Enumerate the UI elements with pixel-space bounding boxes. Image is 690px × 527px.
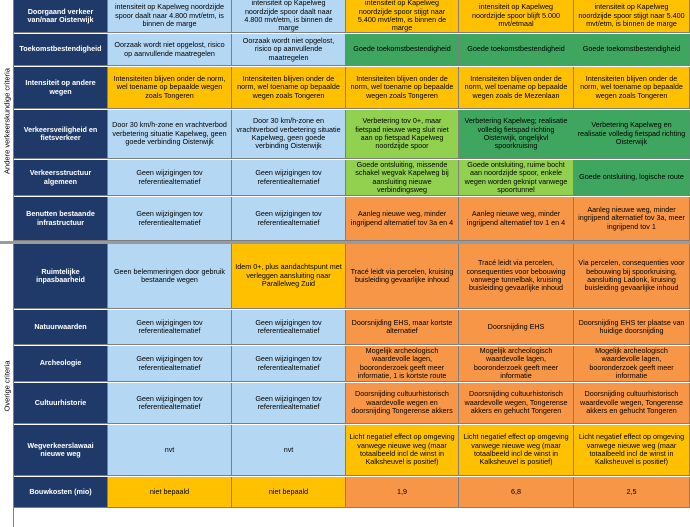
criterion-label: Verkeersstructuur algemeen	[14, 160, 108, 196]
assessment-cell: Tracé leidt via percelen, kruising buisleiding gevaarlijke inhoud	[346, 244, 459, 309]
assessment-cell: Geen wijzigingen tov referentiealternatief	[232, 383, 346, 424]
assessment-cell: 6,8	[459, 477, 574, 508]
assessment-cell: Door 30 km/h-zone en vrachtverbod verbetering situatie Kapelweg, geen goede verbinding Oisterwijk	[232, 110, 346, 159]
assessment-cell: Geen wijzigingen tov referentiealternatief	[232, 197, 346, 241]
assessment-cell: Geen wijzigingen tov referentiealternatief	[108, 160, 232, 196]
criterion-label: Toekomstbestendigheid	[14, 34, 108, 66]
assessment-cell: Intensiteiten blijven onder de norm, wel toename op bepaalde wegen zoals de Mezenlaan	[459, 67, 574, 109]
assessment-cell: Door 30 km/h-zone en vrachtverbod verbetering situatie Kapelweg, geen goede verbinding Oisterwijk	[108, 110, 232, 159]
assessment-cell: Goede toekomstbestendigheid	[574, 34, 690, 66]
assessment-cell: Goede ontsluiting, logische route	[574, 160, 690, 196]
assessment-cell: Geen wijzigingen tov referentiealternatief	[108, 310, 232, 345]
assessment-cell: Doorsnijding EHS ter plaatse van huidige doorsnijding	[574, 310, 690, 345]
assessment-cell: Intensiteiten blijven onder de norm, wel toename op bepaalde wegen zoals Tongeren	[108, 67, 232, 109]
criterion-label: Ruimtelijke inpasbaarheid	[14, 244, 108, 309]
assessment-cell: nvt	[232, 425, 346, 476]
assessment-cell: Oorzaak wordt niet opgelost, risico op aanvullende maatregelen	[232, 34, 346, 66]
criterion-label: Intensiteit op andere wegen	[14, 67, 108, 109]
assessment-cell: Doorsnijding cultuurhistorisch waardevolle wegen, Tongerense akkers en gehucht Tongeren	[459, 383, 574, 424]
assessment-cell: Intensiteiten blijven onder de norm, wel toename op bepaalde wegen zoals Tongeren	[574, 67, 690, 109]
criterion-label: Doorgaand verkeer van/naar Oisterwijk	[14, 0, 108, 33]
assessment-cell: intensiteit op Kapelweg noordzijde spoor daalt naar 4.800 mvt/etm, is binnen de marge	[232, 0, 346, 33]
group-other-criteria	[0, 244, 14, 527]
assessment-cell: intensiteit op Kapelweg noordzijde spoor stijgt naar 5.400 mvt/etm, is binnen de marge	[574, 0, 690, 33]
assessment-cell: Mogelijk archeologisch waardevolle lagen, booronderzoek geeft meer informatie	[574, 346, 690, 382]
assessment-cell: Goede toekomstbestendigheid	[459, 34, 574, 66]
assessment-cell: Intensiteiten blijven onder de norm, wel toename op bepaalde wegen zoals Tongeren	[346, 67, 459, 109]
assessment-cell: Licht negatief effect op omgeving vanwege nieuwe weg (maar totaalbeeld incl de winst in Kalksheuvel is positief)	[574, 425, 690, 476]
group-label: Andere verkeerskundige criteria	[2, 67, 11, 174]
assessment-cell: niet bepaald	[108, 477, 232, 508]
assessment-cell: Idem 0+, plus aandachtspunt met verleggen aansluiting naar Parallelweg Zuid	[232, 244, 346, 309]
assessment-cell: Geen wijzigingen tov referentiealternatief	[108, 383, 232, 424]
assessment-cell: Goede toekomstbestendigheid	[346, 34, 459, 66]
criterion-label: Wegverkeerslawaai nieuwe weg	[14, 425, 108, 476]
assessment-cell: Doorsnijding cultuurhistorisch waardevolle wegen, Tongerense akkers en gehucht Tongeren	[574, 383, 690, 424]
criterion-label: Benutten bestaande infrastructuur	[14, 197, 108, 241]
assessment-cell: intensiteit op Kapelweg noordzijde spoor blijft 5.000 mvt/etmaal	[459, 0, 574, 33]
assessment-cell: Tracé leidt via percelen, consequenties voor bebouwing vanwege tunnelbak, kruising buisleiding gevaarlijke inhoud	[459, 244, 574, 309]
assessment-cell: Aanleg nieuwe weg, minder ingrijpend alternatief tov 3a, meer ingrijpend tov 1	[574, 197, 690, 241]
assessment-cell: Mogelijk archeologisch waardevolle lagen, booronderzoek geeft meer informatie	[459, 346, 574, 382]
assessment-cell: Verbetering Kapelweg en realisatie volledig fietspad richting Oisterwijk	[574, 110, 690, 159]
group-label: Overige criteria	[2, 360, 11, 411]
assessment-cell: Via percelen, consequenties voor bebouwing bij spoorkruising, aansluiting Ladonk, kruising buisleiding gevaarlijke inhoud	[574, 244, 690, 309]
assessment-cell: Aanleg nieuwe weg, minder ingrijpend alternatief tov 3a en 4	[346, 197, 459, 241]
assessment-cell: 2,5	[574, 477, 690, 508]
assessment-cell: nvt	[108, 425, 232, 476]
assessment-cell: Geen wijzigingen tov referentiealternatief	[232, 346, 346, 382]
assessment-cell: Doorsnijding EHS	[459, 310, 574, 345]
group-other-traffic-criteria	[0, 0, 14, 241]
assessment-cell: Intensiteiten blijven onder de norm, wel toename op bepaalde wegen zoals Tongeren	[232, 67, 346, 109]
criterion-label: Bouwkosten (mio)	[14, 477, 108, 508]
assessment-cell: Geen wijzigingen tov referentiealternatief	[108, 346, 232, 382]
assessment-cell: Aanleg nieuwe weg, minder ingrijpend alternatief tov 1 en 4	[459, 197, 574, 241]
assessment-cell: niet bepaald	[232, 477, 346, 508]
criterion-label: Verkeersveiligheid en fietsverkeer	[14, 110, 108, 159]
assessment-cell: Geen wijzigingen tov referentiealternatief	[232, 310, 346, 345]
assessment-cell: Verbetering tov 0+, maar fietspad nieuwe weg sluit niet aan op fietspad Kapelweg noordzijde spoor	[346, 110, 459, 159]
assessment-cell: Mogelijk archeologisch waardevolle lagen, booronderzoek geeft meer informatie, 1 is kortste route	[346, 346, 459, 382]
assessment-cell: Geen wijzigingen tov referentiealternatief	[108, 197, 232, 241]
assessment-cell: intensiteit op Kapelweg noordzijde spoor daalt naar 4.800 mvt/etm, is binnen de marge	[108, 0, 232, 33]
assessment-cell: Oorzaak wordt niet opgelost, risico op aanvullende maatregelen	[108, 34, 232, 66]
assessment-cell: Doorsnijding cultuurhistorisch waardevolle wegen en doorsnijding Tongerense akkers	[346, 383, 459, 424]
assessment-cell: Verbetering Kapelweg; realisatie volledig fietspad richting Oisterwijk, ongelijkvl spoorkruising	[459, 110, 574, 159]
assessment-cell: intensiteit op Kapelweg noordzijde spoor stijgt naar 5.400 mvt/etm, is binnen de marge	[346, 0, 459, 33]
criterion-label: Cultuurhistorie	[14, 383, 108, 424]
assessment-cell: Doorsnijding EHS, maar kortste alternatief	[346, 310, 459, 345]
assessment-cell: Geen wijzigingen tov referentiealternatief	[232, 160, 346, 196]
assessment-cell: Goede ontsluiting, missende schakel wegvak Kapelweg bij aansluiting nieuwe verbindingsweg	[346, 160, 459, 196]
assessment-cell: 1,9	[346, 477, 459, 508]
assessment-cell: Licht negatief effect op omgeving vanwege nieuwe weg (maar totaalbeeld incl de winst in Kalksheuvel is positief)	[459, 425, 574, 476]
assessment-cell: Goede ontsluiting, ruime bocht aan noordzijde spoor, enkele wegen worden geknipt vanwege spoortunnel	[459, 160, 574, 196]
assessment-cell: Licht negatief effect op omgeving vanwege nieuwe weg (maar totaalbeeld incl de winst in Kalksheuvel is positief)	[346, 425, 459, 476]
criterion-label: Archeologie	[14, 346, 108, 382]
assessment-cell: Geen belemmeringen door gebruik bestaande wegen	[108, 244, 232, 309]
criterion-label: Natuurwaarden	[14, 310, 108, 345]
